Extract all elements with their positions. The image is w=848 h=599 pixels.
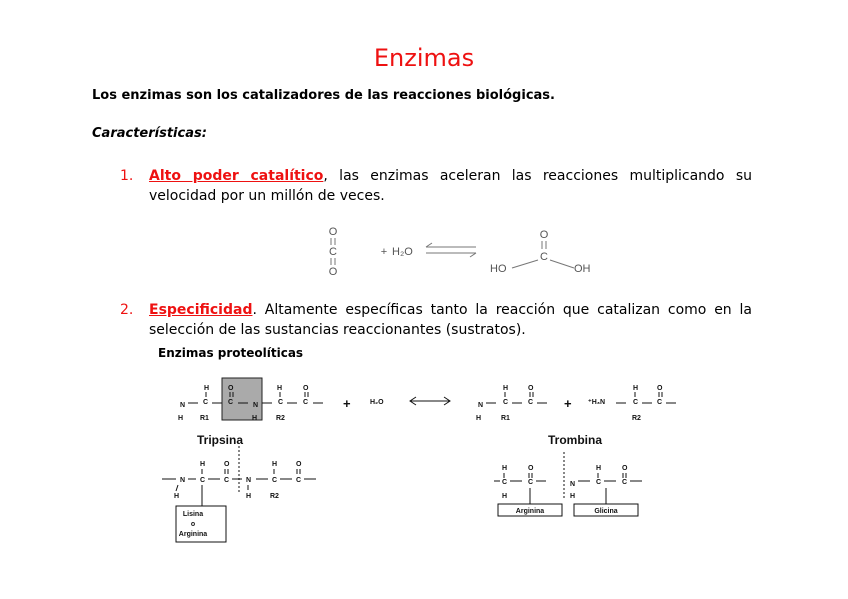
atom-label: N — [180, 402, 186, 409]
atom-label: N — [253, 402, 259, 409]
oh-label: OH — [574, 263, 591, 275]
proteolytic-title: Enzimas proteolíticas — [158, 346, 304, 360]
atom-label: C — [622, 479, 628, 486]
atom-label: C — [502, 479, 508, 486]
list-item — [120, 300, 752, 340]
atom-label: O — [328, 226, 338, 238]
list-item — [120, 166, 752, 206]
atom-label: C — [528, 479, 534, 486]
atom-label: C — [540, 251, 548, 263]
atom-label: H — [200, 461, 206, 468]
item-number: 2. — [120, 302, 134, 318]
item-keyword: Alto poder catalítico — [149, 168, 324, 184]
atom-label: O — [328, 266, 338, 278]
water-label: H₂O — [392, 246, 413, 258]
atom-label: R2 — [276, 415, 285, 422]
box-label: Lisina — [182, 511, 204, 518]
carbonic-acid-reaction — [300, 222, 620, 282]
box-label: Arginina — [515, 508, 545, 515]
box-label: Glicina — [594, 508, 618, 515]
atom-label: C — [657, 399, 663, 406]
atom-label: O — [228, 385, 234, 392]
characteristics-heading: Características: — [92, 126, 207, 141]
trombina-label: Trombina — [548, 433, 603, 447]
atom-label: C — [303, 399, 309, 406]
atom-label: O — [303, 385, 309, 392]
atom-label: O — [224, 461, 230, 468]
atom-label: H — [570, 493, 576, 500]
atom-label: H — [503, 385, 509, 392]
amine-label: ⁺H₃N — [588, 399, 606, 406]
box-label: Arginina — [178, 531, 208, 538]
atom-label: H — [502, 465, 508, 472]
atom-label: R2 — [632, 415, 641, 422]
atom-label: H — [178, 415, 184, 422]
atom-label: O — [657, 385, 663, 392]
atom-label: C — [329, 246, 337, 258]
atom-label: O — [528, 385, 534, 392]
atom-label: H — [174, 493, 180, 500]
atom-label: H — [277, 385, 283, 392]
plus-sign: + — [343, 396, 351, 411]
plus-sign: + — [564, 396, 572, 411]
atom-label: N — [570, 481, 576, 488]
water-label: H₂O — [370, 399, 384, 406]
atom-label: H — [252, 415, 258, 422]
item-number: 1. — [120, 168, 134, 184]
page-title: Enzimas — [373, 44, 475, 72]
plus-sign: + — [380, 246, 388, 258]
atom-label: C — [203, 399, 209, 406]
atom-label: O — [528, 465, 534, 472]
tripsina-label: Tripsina — [197, 433, 244, 447]
atom-label: H — [633, 385, 639, 392]
atom-label: O — [539, 229, 549, 241]
atom-label: C — [278, 399, 284, 406]
atom-label: C — [528, 399, 534, 406]
atom-label: C — [200, 477, 206, 484]
atom-label: O — [296, 461, 302, 468]
atom-label: H — [204, 385, 210, 392]
atom-label: N — [478, 402, 484, 409]
atom-label: N — [246, 477, 252, 484]
atom-label: R1 — [501, 415, 510, 422]
atom-label: H — [596, 465, 602, 472]
atom-label: C — [633, 399, 639, 406]
atom-label: R1 — [200, 415, 209, 422]
atom-label: C — [272, 477, 278, 484]
atom-label: H — [476, 415, 482, 422]
item-keyword: Especificidad — [149, 302, 253, 318]
atom-label: H — [272, 461, 278, 468]
box-label: o — [190, 521, 196, 528]
item-text: , las enzimas aceleran las reacciones multiplicando su velocidad por un millón de veces. — [149, 168, 752, 204]
atom-label: H — [502, 493, 508, 500]
atom-label: H — [246, 493, 252, 500]
ho-label: HO — [490, 263, 507, 275]
atom-label: C — [596, 479, 602, 486]
atom-label: C — [224, 477, 230, 484]
atom-label: N — [180, 477, 186, 484]
atom-label: R2 — [270, 493, 279, 500]
atom-label: O — [622, 465, 628, 472]
item-text: . Altamente específicas tanto la reacción que catalizan como en la selección de las sustancias reaccionantes (sustratos). — [149, 302, 752, 338]
atom-label: C — [228, 399, 234, 406]
atom-label: C — [296, 477, 302, 484]
atom-label: C — [503, 399, 509, 406]
proteolytic-diagram — [160, 370, 700, 550]
intro-text: Los enzimas son los catalizadores de las reacciones biológicas. — [92, 88, 555, 103]
